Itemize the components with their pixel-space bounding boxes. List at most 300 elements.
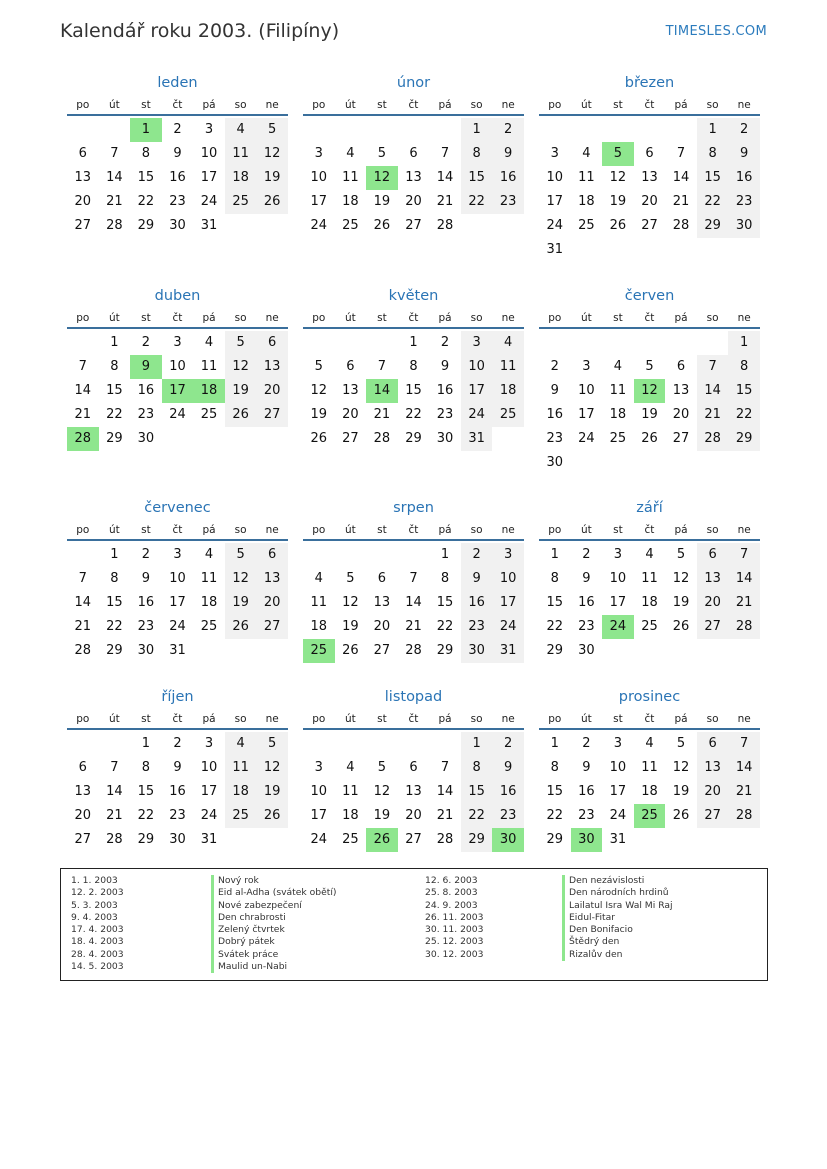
day-cell: 4 <box>346 760 355 775</box>
month-name: srpen <box>393 500 434 516</box>
day-cell: 10 <box>578 383 595 398</box>
day-cell: 16 <box>492 780 524 804</box>
day-cell: 17 <box>200 784 218 799</box>
day-cell: 21 <box>74 407 92 422</box>
weekday-label: út <box>344 713 356 725</box>
day-cell: 20 <box>697 591 729 615</box>
weekday-label: út <box>108 99 120 111</box>
weekday-header <box>303 308 524 329</box>
day-cell: 10 <box>609 571 627 586</box>
day-cell: 4 <box>613 359 623 374</box>
day-cell: 13 <box>342 383 359 398</box>
empty-cell <box>571 331 603 355</box>
month-7 <box>303 496 524 663</box>
weekday-label: čt <box>172 312 183 324</box>
empty-cell <box>303 543 335 567</box>
empty-cell <box>366 732 398 756</box>
weekday-label: so <box>706 312 719 324</box>
weekday-label: út <box>344 524 356 536</box>
day-cell: 26 <box>373 218 391 233</box>
day-cell: 10 <box>200 146 218 161</box>
empty-cell <box>398 732 430 756</box>
site-link[interactable]: TIMESLES.COM <box>665 24 767 39</box>
day-cell: 28 <box>74 643 92 658</box>
day-cell: 16 <box>169 784 186 799</box>
day-cell: 17 <box>200 170 218 185</box>
day-cell: 29 <box>137 218 155 233</box>
day-cell: 3 <box>204 736 214 751</box>
days-grid <box>539 329 760 475</box>
weekday-label: pá <box>674 99 688 111</box>
holiday-date: 30. 12. 2003 <box>425 948 484 960</box>
empty-cell <box>335 118 367 142</box>
day-cell: 10 <box>200 760 218 775</box>
day-cell: 10 <box>461 355 493 379</box>
day-cell: 24 <box>546 218 564 233</box>
day-cell: 17 <box>169 595 186 610</box>
weekday-label: čt <box>408 99 419 111</box>
day-cell: 6 <box>346 359 355 374</box>
weekday-label: so <box>234 99 247 111</box>
day-cell: 31 <box>169 643 186 658</box>
weekday-label: po <box>76 524 90 536</box>
day-cell: 13 <box>373 595 391 610</box>
empty-cell <box>335 732 367 756</box>
day-cell: 12 <box>609 170 627 185</box>
day-cell: 16 <box>137 595 155 610</box>
day-cell: 11 <box>225 142 257 166</box>
weekday-header <box>303 520 524 541</box>
day-cell: 25 <box>342 832 359 847</box>
weekday-label: so <box>470 713 483 725</box>
day-cell: 25 <box>225 190 257 214</box>
day-cell: 12 <box>256 756 288 780</box>
day-cell: 24 <box>200 808 218 823</box>
day-cell: 15 <box>137 170 155 185</box>
day-cell: 22 <box>137 808 155 823</box>
day-cell-holiday: 18 <box>193 379 225 403</box>
day-cell: 28 <box>405 643 422 658</box>
weekday-label: ne <box>737 312 751 324</box>
day-cell: 30 <box>169 832 186 847</box>
weekday-label: so <box>470 99 483 111</box>
day-cell: 12 <box>672 571 690 586</box>
day-cell: 18 <box>578 194 595 209</box>
day-cell: 16 <box>436 383 454 398</box>
day-cell: 23 <box>436 407 454 422</box>
day-cell-holiday: 25 <box>634 804 666 828</box>
weekday-label: pá <box>438 312 452 324</box>
day-cell: 24 <box>461 403 493 427</box>
empty-cell <box>665 331 697 355</box>
day-cell: 24 <box>609 808 627 823</box>
day-cell: 1 <box>461 732 493 756</box>
day-cell: 29 <box>106 643 123 658</box>
day-cell: 7 <box>409 571 418 586</box>
holiday-dates-col-1 <box>71 875 124 973</box>
day-cell: 9 <box>728 142 760 166</box>
day-cell: 11 <box>641 571 658 586</box>
weekday-label: út <box>580 524 592 536</box>
day-cell: 6 <box>697 543 729 567</box>
day-cell: 8 <box>110 571 119 586</box>
day-cell: 13 <box>256 355 288 379</box>
day-cell: 3 <box>582 359 591 374</box>
day-cell: 8 <box>409 359 418 374</box>
day-cell: 11 <box>200 571 218 586</box>
days-grid <box>67 730 288 852</box>
day-cell: 27 <box>256 403 288 427</box>
day-cell: 15 <box>461 780 493 804</box>
month-10 <box>303 685 524 852</box>
day-cell: 5 <box>676 547 686 562</box>
day-cell: 16 <box>546 407 564 422</box>
holiday-date: 24. 9. 2003 <box>425 899 478 911</box>
day-cell: 13 <box>74 784 92 799</box>
day-cell: 4 <box>314 571 323 586</box>
weekday-label: út <box>344 312 356 324</box>
day-cell: 28 <box>436 218 454 233</box>
month-0 <box>67 71 288 238</box>
day-cell: 14 <box>405 595 422 610</box>
weekday-header <box>539 95 760 116</box>
weekday-label: po <box>312 713 326 725</box>
day-cell: 25 <box>641 619 658 634</box>
empty-cell <box>99 118 131 142</box>
day-cell: 5 <box>377 146 387 161</box>
holiday-name: Maulid un-Nabi <box>211 961 337 973</box>
day-cell: 11 <box>225 756 257 780</box>
weekday-label: po <box>548 524 562 536</box>
weekday-label: st <box>141 713 151 725</box>
day-cell: 13 <box>405 784 422 799</box>
day-cell: 3 <box>204 122 214 137</box>
weekday-label: čt <box>172 713 183 725</box>
day-cell: 17 <box>609 595 627 610</box>
day-cell: 14 <box>728 756 760 780</box>
weekday-label: so <box>706 713 719 725</box>
empty-cell <box>366 543 398 567</box>
day-cell: 17 <box>609 784 627 799</box>
day-cell: 19 <box>256 166 288 190</box>
day-cell: 2 <box>492 732 524 756</box>
weekday-label: út <box>580 99 592 111</box>
day-cell: 19 <box>225 591 257 615</box>
day-cell: 13 <box>641 170 658 185</box>
weekday-label: ne <box>501 713 515 725</box>
day-cell: 7 <box>728 543 760 567</box>
day-cell: 11 <box>641 760 658 775</box>
day-cell: 4 <box>645 736 654 751</box>
weekday-header <box>539 308 760 329</box>
weekday-label: so <box>234 524 247 536</box>
empty-cell <box>634 331 666 355</box>
empty-cell <box>602 331 634 355</box>
weekday-header <box>67 520 288 541</box>
weekday-label: st <box>141 99 151 111</box>
month-name: listopad <box>384 689 443 705</box>
day-cell: 10 <box>546 170 564 185</box>
holiday-name: Eid al-Adha (svátek obětí) <box>211 887 337 899</box>
day-cell: 27 <box>74 218 92 233</box>
day-cell: 23 <box>578 808 595 823</box>
holiday-date: 12. 2. 2003 <box>71 887 124 899</box>
weekday-label: ne <box>265 312 279 324</box>
day-cell: 1 <box>697 118 729 142</box>
day-cell: 21 <box>436 808 454 823</box>
weekday-label: út <box>108 312 120 324</box>
day-cell: 14 <box>436 170 454 185</box>
day-cell: 15 <box>546 595 564 610</box>
day-cell-holiday: 12 <box>366 166 398 190</box>
days-grid <box>539 730 760 852</box>
weekday-label: pá <box>202 524 216 536</box>
day-cell: 29 <box>697 214 729 238</box>
day-cell: 9 <box>173 146 182 161</box>
day-cell: 18 <box>492 379 524 403</box>
day-cell: 27 <box>405 832 422 847</box>
day-cell: 3 <box>613 736 623 751</box>
weekday-label: so <box>234 713 247 725</box>
day-cell: 4 <box>645 547 654 562</box>
day-cell: 4 <box>204 547 214 562</box>
day-cell: 25 <box>225 804 257 828</box>
day-cell: 19 <box>373 194 391 209</box>
weekday-label: pá <box>674 312 688 324</box>
day-cell: 13 <box>672 383 690 398</box>
day-cell: 9 <box>440 359 450 374</box>
day-cell: 20 <box>405 194 422 209</box>
day-cell: 20 <box>641 194 658 209</box>
day-cell: 7 <box>78 571 87 586</box>
holiday-name: Nový rok <box>211 875 337 887</box>
day-cell: 23 <box>169 194 186 209</box>
empty-cell <box>366 118 398 142</box>
weekday-label: čt <box>172 99 183 111</box>
day-cell: 26 <box>672 808 690 823</box>
days-grid <box>67 116 288 238</box>
day-cell: 17 <box>578 407 595 422</box>
empty-cell <box>539 331 571 355</box>
day-cell: 28 <box>373 431 391 446</box>
weekday-label: po <box>76 312 90 324</box>
day-cell: 4 <box>204 335 214 350</box>
weekday-label: ne <box>501 99 515 111</box>
empty-cell <box>335 331 367 355</box>
day-cell: 1 <box>728 331 760 355</box>
day-cell: 30 <box>436 431 454 446</box>
day-cell: 23 <box>492 804 524 828</box>
weekday-label: pá <box>202 99 216 111</box>
holiday-name: Svátek práce <box>211 949 337 961</box>
day-cell: 16 <box>137 383 155 398</box>
weekday-label: st <box>613 99 623 111</box>
day-cell: 7 <box>440 760 450 775</box>
day-cell-holiday: 30 <box>492 828 524 852</box>
day-cell: 11 <box>609 383 627 398</box>
weekday-label: út <box>344 99 356 111</box>
day-cell: 8 <box>440 571 450 586</box>
day-cell: 14 <box>697 379 729 403</box>
day-cell: 28 <box>106 218 123 233</box>
weekday-label: ne <box>265 99 279 111</box>
month-name: únor <box>396 75 431 91</box>
day-cell: 28 <box>436 832 454 847</box>
day-cell: 26 <box>342 643 359 658</box>
day-cell-holiday: 24 <box>602 615 634 639</box>
empty-cell <box>398 118 430 142</box>
day-cell: 20 <box>342 407 359 422</box>
day-cell: 2 <box>173 736 182 751</box>
day-cell: 17 <box>310 194 328 209</box>
weekday-label: ne <box>737 713 751 725</box>
weekday-label: st <box>613 524 623 536</box>
day-cell: 21 <box>728 591 760 615</box>
holiday-date: 30. 11. 2003 <box>425 924 484 936</box>
day-cell: 1 <box>461 118 493 142</box>
day-cell: 22 <box>728 403 760 427</box>
empty-cell <box>539 118 571 142</box>
day-cell: 23 <box>137 407 155 422</box>
day-cell: 20 <box>256 379 288 403</box>
holiday-date: 28. 4. 2003 <box>71 948 124 960</box>
day-cell: 8 <box>141 146 151 161</box>
day-cell: 2 <box>550 359 559 374</box>
day-cell: 5 <box>225 331 257 355</box>
day-cell: 16 <box>492 166 524 190</box>
empty-cell <box>303 331 335 355</box>
day-cell: 14 <box>74 383 92 398</box>
day-cell: 17 <box>546 194 564 209</box>
day-cell: 7 <box>78 359 87 374</box>
day-cell: 29 <box>106 431 123 446</box>
weekday-header <box>67 709 288 730</box>
day-cell: 2 <box>582 736 591 751</box>
day-cell: 21 <box>436 194 454 209</box>
day-cell: 15 <box>436 595 454 610</box>
day-cell: 23 <box>169 808 186 823</box>
day-cell: 13 <box>697 756 729 780</box>
weekday-label: út <box>108 713 120 725</box>
weekday-label: pá <box>674 524 688 536</box>
day-cell: 3 <box>173 547 182 562</box>
day-cell: 1 <box>550 736 559 751</box>
day-cell: 4 <box>346 146 355 161</box>
day-cell: 2 <box>461 543 493 567</box>
weekday-label: út <box>580 713 592 725</box>
day-cell: 28 <box>728 615 760 639</box>
weekday-header <box>67 95 288 116</box>
month-4 <box>303 284 524 451</box>
day-cell: 26 <box>225 403 257 427</box>
day-cell: 17 <box>310 808 328 823</box>
day-cell: 31 <box>200 218 218 233</box>
day-cell: 18 <box>342 808 359 823</box>
day-cell: 27 <box>697 804 729 828</box>
weekday-label: so <box>706 99 719 111</box>
empty-cell <box>398 543 430 567</box>
holiday-name: Den chrabrosti <box>211 912 337 924</box>
weekday-label: pá <box>202 312 216 324</box>
day-cell: 31 <box>546 242 564 257</box>
day-cell: 9 <box>141 571 151 586</box>
day-cell-holiday: 14 <box>366 379 398 403</box>
day-cell: 29 <box>405 431 422 446</box>
day-cell: 22 <box>137 194 155 209</box>
day-cell: 30 <box>169 218 186 233</box>
weekday-header <box>303 709 524 730</box>
day-cell: 25 <box>342 218 359 233</box>
month-name: září <box>636 500 663 516</box>
day-cell: 3 <box>492 543 524 567</box>
day-cell: 7 <box>110 146 119 161</box>
empty-cell <box>67 543 99 567</box>
day-cell: 19 <box>672 595 690 610</box>
day-cell: 7 <box>728 732 760 756</box>
day-cell-holiday: 1 <box>130 118 162 142</box>
day-cell-holiday: 30 <box>571 828 603 852</box>
empty-cell <box>67 331 99 355</box>
days-grid <box>539 541 760 663</box>
day-cell-holiday: 12 <box>634 379 666 403</box>
day-cell: 2 <box>492 118 524 142</box>
day-cell: 21 <box>697 403 729 427</box>
holiday-name: Eidul-Fitar <box>562 912 673 924</box>
weekday-label: pá <box>438 713 452 725</box>
weekday-label: pá <box>438 524 452 536</box>
holiday-dates-col-2 <box>425 875 483 961</box>
weekday-label: út <box>580 312 592 324</box>
day-cell-holiday: 26 <box>366 828 398 852</box>
holiday-date: 17. 4. 2003 <box>71 924 124 936</box>
weekday-label: st <box>377 713 387 725</box>
day-cell: 23 <box>546 431 564 446</box>
day-cell: 26 <box>256 190 288 214</box>
day-cell: 11 <box>310 595 328 610</box>
day-cell: 20 <box>256 591 288 615</box>
day-cell: 3 <box>613 547 623 562</box>
day-cell: 18 <box>342 194 359 209</box>
day-cell: 13 <box>405 170 422 185</box>
day-cell: 29 <box>461 828 493 852</box>
day-cell: 20 <box>672 407 690 422</box>
month-6 <box>67 496 288 663</box>
day-cell: 17 <box>461 379 493 403</box>
day-cell: 6 <box>645 146 654 161</box>
day-cell: 12 <box>256 142 288 166</box>
day-cell: 15 <box>546 784 564 799</box>
day-cell: 24 <box>310 218 328 233</box>
day-cell: 22 <box>697 190 729 214</box>
day-cell: 5 <box>676 736 686 751</box>
day-cell: 25 <box>200 407 218 422</box>
day-cell: 9 <box>173 760 182 775</box>
day-cell: 21 <box>728 780 760 804</box>
holiday-name: Nové zabezpečení <box>211 900 337 912</box>
month-2 <box>539 71 760 262</box>
day-cell: 25 <box>492 403 524 427</box>
day-cell-holiday: 17 <box>162 379 194 403</box>
month-name: březen <box>624 75 675 91</box>
days-grid <box>539 116 760 262</box>
day-cell: 21 <box>373 407 391 422</box>
day-cell: 15 <box>106 595 123 610</box>
day-cell: 8 <box>697 142 729 166</box>
day-cell: 22 <box>106 619 123 634</box>
empty-cell <box>602 118 634 142</box>
day-cell: 11 <box>342 170 359 185</box>
day-cell: 2 <box>728 118 760 142</box>
